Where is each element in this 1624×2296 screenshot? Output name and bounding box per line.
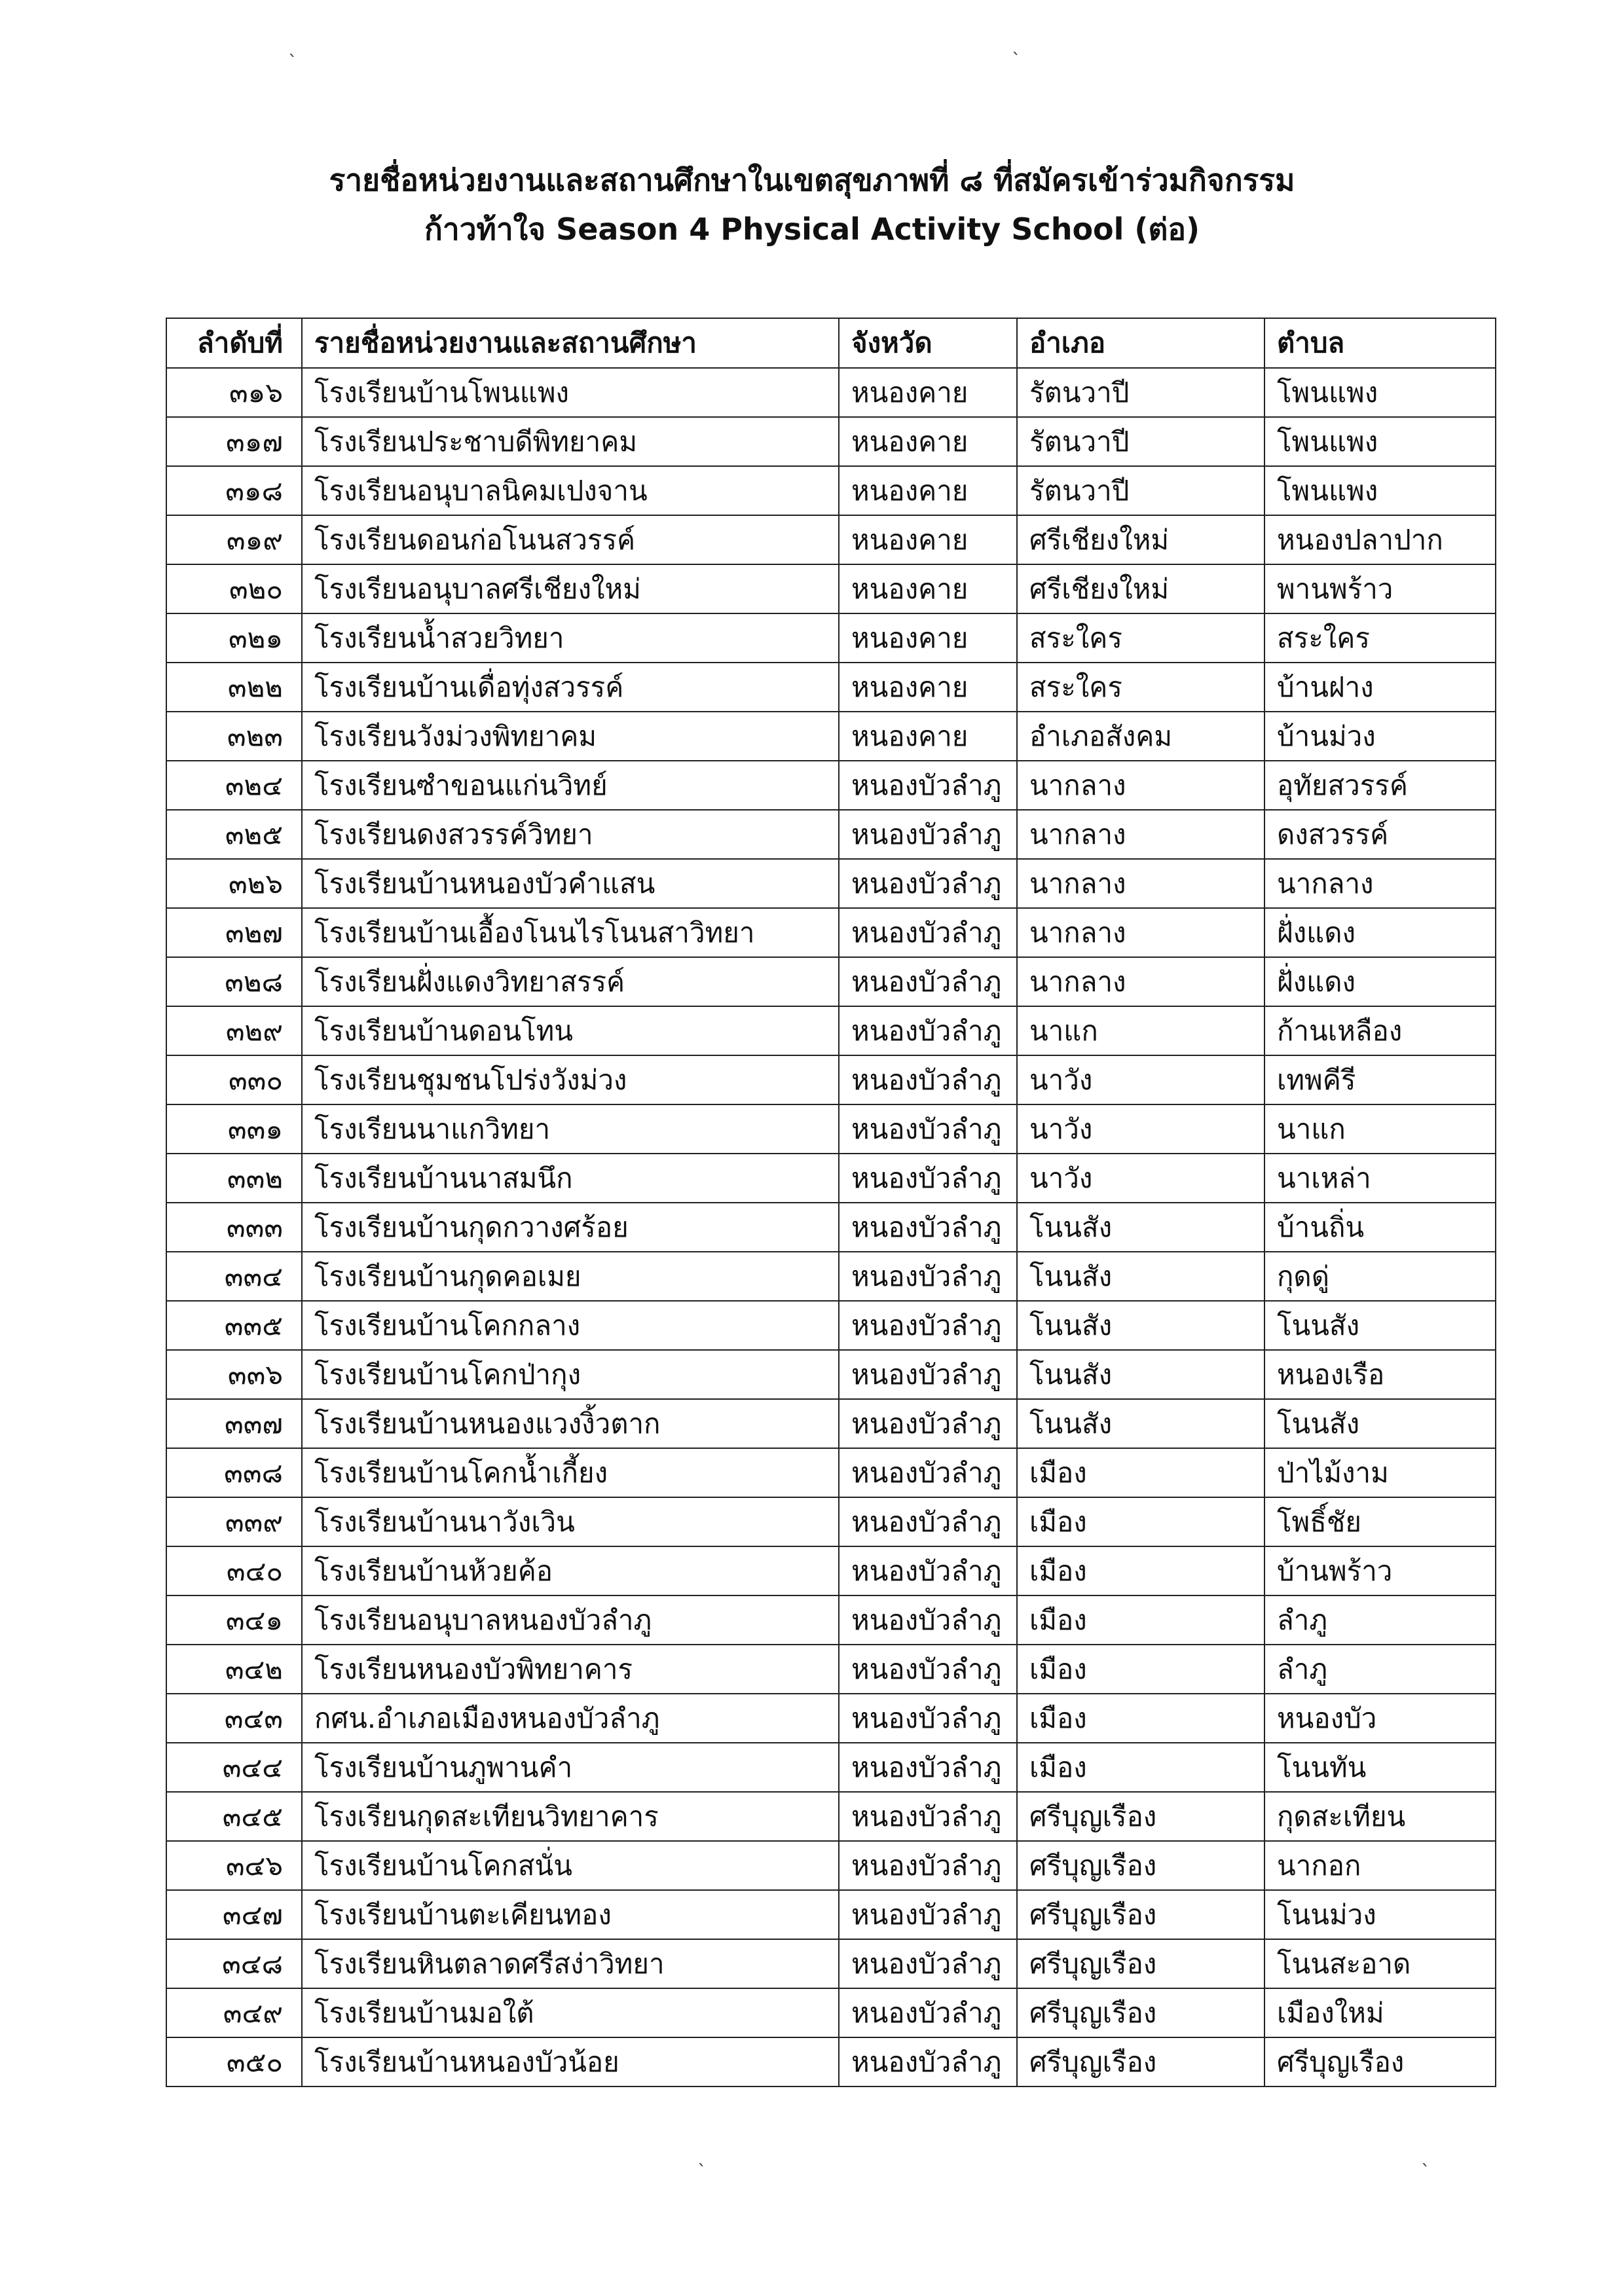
row-subdistrict: นากอก	[1264, 1841, 1496, 1890]
row-subdistrict: ฝั่งแดง	[1264, 957, 1496, 1006]
row-order: ๓๒๙	[166, 1006, 302, 1055]
row-order: ๓๔๗	[166, 1890, 302, 1939]
row-order: ๓๓๔	[166, 1252, 302, 1301]
row-school-name: โรงเรียนอนุบาลนิคมเปงจาน	[302, 466, 839, 515]
row-subdistrict: โพนแพง	[1264, 466, 1496, 515]
row-order: ๓๓๖	[166, 1350, 302, 1399]
row-province: หนองคาย	[839, 368, 1017, 417]
header-district: อำเภอ	[1017, 318, 1264, 368]
row-subdistrict: นาเหล่า	[1264, 1154, 1496, 1203]
row-school-name: โรงเรียนบ้านนาสมนึก	[302, 1154, 839, 1203]
row-subdistrict: บ้านฝาง	[1264, 663, 1496, 712]
row-school-name: โรงเรียนอนุบาลศรีเชียงใหม่	[302, 564, 839, 613]
row-order: ๓๔๖	[166, 1841, 302, 1890]
table-row	[166, 1350, 1496, 1399]
table-row	[166, 1252, 1496, 1301]
row-order: ๓๒๓	[166, 712, 302, 761]
row-school-name: โรงเรียนวังม่วงพิทยาคม	[302, 712, 839, 761]
table-row	[166, 1988, 1496, 2037]
table-row	[166, 368, 1496, 417]
table-row	[166, 1546, 1496, 1595]
row-order: ๓๔๘	[166, 1939, 302, 1988]
row-province: หนองบัวลำภู	[839, 957, 1017, 1006]
table-row	[166, 761, 1496, 810]
header-subdistrict: ตำบล	[1264, 318, 1496, 368]
row-subdistrict: บ้านม่วง	[1264, 712, 1496, 761]
row-order: ๓๔๒	[166, 1645, 302, 1694]
row-school-name: โรงเรียนบ้านนาวังเวิน	[302, 1497, 839, 1546]
table-row	[166, 1694, 1496, 1743]
row-district: ศรีบุญเรือง	[1017, 1939, 1264, 1988]
row-district: เมือง	[1017, 1743, 1264, 1792]
row-district: นากลาง	[1017, 761, 1264, 810]
row-province: หนองบัวลำภู	[839, 761, 1017, 810]
row-subdistrict: อุทัยสวรรค์	[1264, 761, 1496, 810]
scan-mark-bottom-left: `	[697, 2160, 707, 2182]
table-row	[166, 1841, 1496, 1890]
row-subdistrict: โนนม่วง	[1264, 1890, 1496, 1939]
row-subdistrict: นาแก	[1264, 1104, 1496, 1154]
row-school-name: โรงเรียนบ้านโคกป่ากุง	[302, 1350, 839, 1399]
row-school-name: โรงเรียนบ้านภูพานคำ	[302, 1743, 839, 1792]
scan-mark-bottom-right: `	[1421, 2160, 1430, 2182]
row-subdistrict: ศรีบุญเรือง	[1264, 2037, 1496, 2086]
row-province: หนองบัวลำภู	[839, 1154, 1017, 1203]
row-school-name: โรงเรียนบ้านหนองบัวน้อย	[302, 2037, 839, 2086]
row-school-name: โรงเรียนบ้านกุดคอเมย	[302, 1252, 839, 1301]
row-order: ๓๔๑	[166, 1595, 302, 1645]
row-school-name: โรงเรียนบ้านตะเคียนทอง	[302, 1890, 839, 1939]
row-school-name: โรงเรียนกุดสะเทียนวิทยาคาร	[302, 1792, 839, 1841]
row-order: ๓๓๐	[166, 1055, 302, 1104]
row-subdistrict: โพธิ์ชัย	[1264, 1497, 1496, 1546]
row-subdistrict: กุดสะเทียน	[1264, 1792, 1496, 1841]
row-district: โนนสัง	[1017, 1252, 1264, 1301]
row-subdistrict: ก้านเหลือง	[1264, 1006, 1496, 1055]
row-subdistrict: หนองปลาปาก	[1264, 515, 1496, 564]
table-row	[166, 957, 1496, 1006]
header-school-name: รายชื่อหน่วยงานและสถานศึกษา	[302, 318, 839, 368]
row-district: ศรีเชียงใหม่	[1017, 515, 1264, 564]
row-district: นากลาง	[1017, 908, 1264, 957]
row-province: หนองคาย	[839, 663, 1017, 712]
row-order: ๓๓๕	[166, 1301, 302, 1350]
row-subdistrict: บ้านถิ่น	[1264, 1203, 1496, 1252]
table-row	[166, 1006, 1496, 1055]
table-row	[166, 1890, 1496, 1939]
row-district: รัตนวาปี	[1017, 417, 1264, 466]
row-subdistrict: โนนสัง	[1264, 1399, 1496, 1448]
row-province: หนองบัวลำภู	[839, 1939, 1017, 1988]
page-title: รายชื่อหน่วยงานและสถานศึกษาในเขตสุขภาพที่ ๘ ที่สมัครเข้าร่วมกิจกรรม	[329, 162, 1295, 198]
table-row	[166, 466, 1496, 515]
row-district: นากลาง	[1017, 810, 1264, 859]
table-row	[166, 810, 1496, 859]
row-order: ๓๒๕	[166, 810, 302, 859]
row-order: ๓๒๖	[166, 859, 302, 908]
row-order: ๓๑๙	[166, 515, 302, 564]
row-school-name: โรงเรียนฝั่งแดงวิทยาสรรค์	[302, 957, 839, 1006]
row-order: ๓๒๗	[166, 908, 302, 957]
row-subdistrict: กุดดู่	[1264, 1252, 1496, 1301]
row-province: หนองคาย	[839, 613, 1017, 663]
row-province: หนองบัวลำภู	[839, 1448, 1017, 1497]
row-province: หนองบัวลำภู	[839, 1595, 1017, 1645]
row-order: ๓๔๓	[166, 1694, 302, 1743]
row-school-name: โรงเรียนหินตลาดศรีสง่าวิทยา	[302, 1939, 839, 1988]
table-row	[166, 1055, 1496, 1104]
row-province: หนองบัวลำภู	[839, 810, 1017, 859]
row-district: เมือง	[1017, 1546, 1264, 1595]
row-subdistrict: โพนแพง	[1264, 368, 1496, 417]
row-school-name: โรงเรียนบ้านเอื้องโนนไรโนนสาวิทยา	[302, 908, 839, 957]
row-order: ๓๓๓	[166, 1203, 302, 1252]
row-district: โนนสัง	[1017, 1399, 1264, 1448]
row-district: ศรีบุญเรือง	[1017, 1988, 1264, 2037]
row-district: เมือง	[1017, 1694, 1264, 1743]
row-school-name: โรงเรียนบ้านโคกกลาง	[302, 1301, 839, 1350]
row-school-name: โรงเรียนซำขอนแก่นวิทย์	[302, 761, 839, 810]
row-district: ศรีบุญเรือง	[1017, 1792, 1264, 1841]
row-district: นาแก	[1017, 1006, 1264, 1055]
table-row	[166, 908, 1496, 957]
table-row	[166, 515, 1496, 564]
row-school-name: โรงเรียนนาแกวิทยา	[302, 1104, 839, 1154]
row-subdistrict: เมืองใหม่	[1264, 1988, 1496, 2037]
row-district: ศรีบุญเรือง	[1017, 1841, 1264, 1890]
row-school-name: โรงเรียนบ้านเดื่อทุ่งสวรรค์	[302, 663, 839, 712]
row-order: ๓๔๐	[166, 1546, 302, 1595]
row-district: นากลาง	[1017, 859, 1264, 908]
row-subdistrict: โนนสะอาด	[1264, 1939, 1496, 1988]
row-school-name: โรงเรียนบ้านโคกสนั่น	[302, 1841, 839, 1890]
row-subdistrict: โนนสัง	[1264, 1301, 1496, 1350]
row-district: เมือง	[1017, 1448, 1264, 1497]
row-province: หนองบัวลำภู	[839, 1841, 1017, 1890]
row-province: หนองคาย	[839, 564, 1017, 613]
header-province: จังหวัด	[839, 318, 1017, 368]
row-province: หนองบัวลำภู	[839, 1792, 1017, 1841]
row-subdistrict: หนองบัว	[1264, 1694, 1496, 1743]
row-province: หนองคาย	[839, 515, 1017, 564]
row-school-name: โรงเรียนบ้านโคกน้ำเกี้ยง	[302, 1448, 839, 1497]
row-school-name: โรงเรียนบ้านหนองแวงงิ้วตาก	[302, 1399, 839, 1448]
row-subdistrict: โนนทัน	[1264, 1743, 1496, 1792]
table-row	[166, 1154, 1496, 1203]
table-row	[166, 1448, 1496, 1497]
row-school-name: โรงเรียนบ้านกุดกวางศร้อย	[302, 1203, 839, 1252]
row-subdistrict: เทพคีรี	[1264, 1055, 1496, 1104]
table-row	[166, 1301, 1496, 1350]
row-school-name: โรงเรียนหนองบัวพิทยาคาร	[302, 1645, 839, 1694]
row-district: ศรีบุญเรือง	[1017, 2037, 1264, 2086]
row-subdistrict: ฝั่งแดง	[1264, 908, 1496, 957]
page-subtitle: ก้าวท้าใจ Season 4 Physical Activity School (ต่อ)	[424, 211, 1200, 247]
row-province: หนองบัวลำภู	[839, 1104, 1017, 1154]
row-district: นากลาง	[1017, 957, 1264, 1006]
row-order: ๓๓๘	[166, 1448, 302, 1497]
row-district: รัตนวาปี	[1017, 466, 1264, 515]
scan-mark-top-right: `	[1012, 49, 1021, 71]
table-row	[166, 1497, 1496, 1546]
row-subdistrict: โพนแพง	[1264, 417, 1496, 466]
row-district: เมือง	[1017, 1645, 1264, 1694]
row-subdistrict: บ้านพร้าว	[1264, 1546, 1496, 1595]
row-order: ๓๒๔	[166, 761, 302, 810]
row-district: ศรีเชียงใหม่	[1017, 564, 1264, 613]
row-province: หนองบัวลำภู	[839, 1350, 1017, 1399]
row-school-name: โรงเรียนประชาบดีพิทยาคม	[302, 417, 839, 466]
row-district: โนนสัง	[1017, 1350, 1264, 1399]
row-province: หนองบัวลำภู	[839, 1006, 1017, 1055]
row-order: ๓๓๗	[166, 1399, 302, 1448]
row-subdistrict: ป่าไม้งาม	[1264, 1448, 1496, 1497]
table-row	[166, 663, 1496, 712]
row-province: หนองบัวลำภู	[839, 1055, 1017, 1104]
row-order: ๓๔๕	[166, 1792, 302, 1841]
table-row	[166, 712, 1496, 761]
row-order: ๓๔๔	[166, 1743, 302, 1792]
row-school-name: โรงเรียนอนุบาลหนองบัวลำภู	[302, 1595, 839, 1645]
row-province: หนองบัวลำภู	[839, 1694, 1017, 1743]
row-order: ๓๒๐	[166, 564, 302, 613]
row-province: หนองบัวลำภู	[839, 1743, 1017, 1792]
row-province: หนองคาย	[839, 712, 1017, 761]
table-row	[166, 1743, 1496, 1792]
row-province: หนองบัวลำภู	[839, 1252, 1017, 1301]
row-subdistrict: นากลาง	[1264, 859, 1496, 908]
row-school-name: โรงเรียนบ้านห้วยค้อ	[302, 1546, 839, 1595]
row-school-name: โรงเรียนดอนก่อโนนสวรรค์	[302, 515, 839, 564]
row-order: ๓๒๑	[166, 613, 302, 663]
row-school-name: โรงเรียนบ้านหนองบัวคำแสน	[302, 859, 839, 908]
table-row	[166, 859, 1496, 908]
row-school-name: โรงเรียนบ้านดอนโทน	[302, 1006, 839, 1055]
row-district: นาวัง	[1017, 1154, 1264, 1203]
row-province: หนองคาย	[839, 417, 1017, 466]
row-order: ๓๓๑	[166, 1104, 302, 1154]
row-province: หนองบัวลำภู	[839, 2037, 1017, 2086]
row-order: ๓๒๒	[166, 663, 302, 712]
row-district: โนนสัง	[1017, 1203, 1264, 1252]
row-province: หนองบัวลำภู	[839, 1203, 1017, 1252]
row-district: เมือง	[1017, 1595, 1264, 1645]
table-header-row	[166, 318, 1496, 368]
row-province: หนองบัวลำภู	[839, 1399, 1017, 1448]
row-province: หนองบัวลำภู	[839, 1301, 1017, 1350]
school-list-table	[166, 318, 1496, 2087]
row-subdistrict: หนองเรือ	[1264, 1350, 1496, 1399]
scan-mark-top-left: `	[288, 51, 297, 73]
row-province: หนองบัวลำภู	[839, 1645, 1017, 1694]
table-row	[166, 1939, 1496, 1988]
row-subdistrict: ดงสวรรค์	[1264, 810, 1496, 859]
table-row	[166, 1792, 1496, 1841]
row-school-name: โรงเรียนดงสวรรค์วิทยา	[302, 810, 839, 859]
row-district: โนนสัง	[1017, 1301, 1264, 1350]
table-row	[166, 1645, 1496, 1694]
table-row	[166, 613, 1496, 663]
row-district: นาวัง	[1017, 1055, 1264, 1104]
table-row	[166, 1104, 1496, 1154]
row-order: ๓๓๙	[166, 1497, 302, 1546]
row-order: ๓๔๙	[166, 1988, 302, 2037]
row-order: ๓๓๒	[166, 1154, 302, 1203]
row-order: ๓๑๘	[166, 466, 302, 515]
row-province: หนองบัวลำภู	[839, 1546, 1017, 1595]
table-row	[166, 1595, 1496, 1645]
row-order: ๓๕๐	[166, 2037, 302, 2086]
row-province: หนองบัวลำภู	[839, 1988, 1017, 2037]
row-subdistrict: สระใคร	[1264, 613, 1496, 663]
table-row	[166, 1399, 1496, 1448]
row-order: ๓๒๘	[166, 957, 302, 1006]
row-district: อำเภอสังคม	[1017, 712, 1264, 761]
row-subdistrict: พานพร้าว	[1264, 564, 1496, 613]
row-district: ศรีบุญเรือง	[1017, 1890, 1264, 1939]
row-subdistrict: ลำภู	[1264, 1645, 1496, 1694]
row-school-name: กศน.อำเภอเมืองหนองบัวลำภู	[302, 1694, 839, 1743]
row-district: สระใคร	[1017, 663, 1264, 712]
row-school-name: โรงเรียนชุมชนโปร่งวังม่วง	[302, 1055, 839, 1104]
row-district: รัตนวาปี	[1017, 368, 1264, 417]
row-school-name: โรงเรียนบ้านโพนแพง	[302, 368, 839, 417]
header-order: ลำดับที่	[166, 318, 302, 368]
row-subdistrict: ลำภู	[1264, 1595, 1496, 1645]
row-district: เมือง	[1017, 1497, 1264, 1546]
row-district: นาวัง	[1017, 1104, 1264, 1154]
row-district: สระใคร	[1017, 613, 1264, 663]
table-row	[166, 2037, 1496, 2086]
table-row	[166, 1203, 1496, 1252]
table-row	[166, 417, 1496, 466]
row-school-name: โรงเรียนน้ำสวยวิทยา	[302, 613, 839, 663]
row-order: ๓๑๗	[166, 417, 302, 466]
row-province: หนองบัวลำภู	[839, 908, 1017, 957]
table-row	[166, 564, 1496, 613]
row-province: หนองบัวลำภู	[839, 859, 1017, 908]
row-order: ๓๑๖	[166, 368, 302, 417]
row-province: หนองบัวลำภู	[839, 1890, 1017, 1939]
row-school-name: โรงเรียนบ้านมอใต้	[302, 1988, 839, 2037]
row-province: หนองคาย	[839, 466, 1017, 515]
row-province: หนองบัวลำภู	[839, 1497, 1017, 1546]
